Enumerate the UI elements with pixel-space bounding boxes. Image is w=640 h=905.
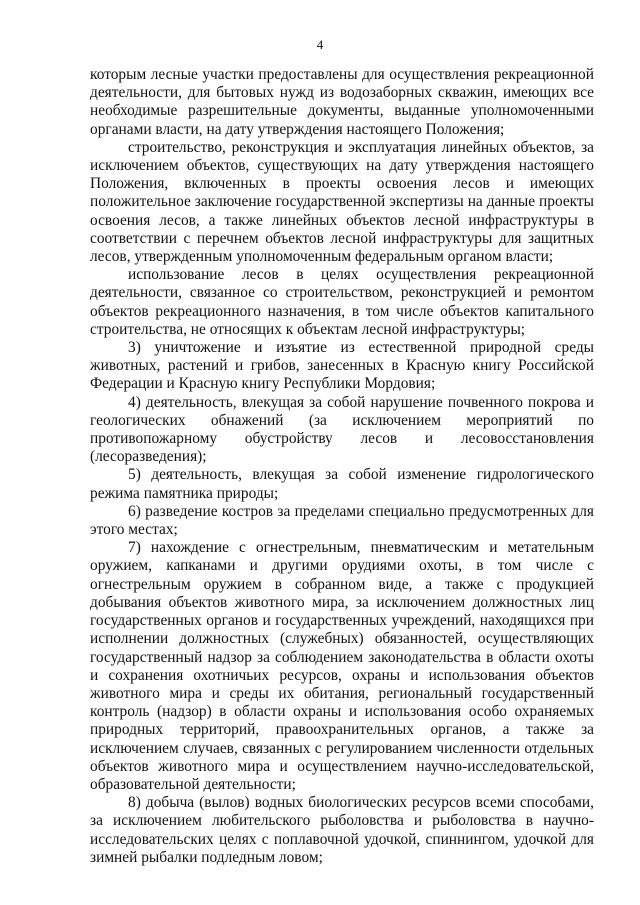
paragraph-continuation: которым лесные участки предоставлены для осуществления рекреационной деятельности, для бытовых нужд из водозаборных скважин, имеющих все необходимые разрешительные документы, выданные уполномоченными органами власти, на дату утверждения настоящего Положения;: [90, 66, 594, 138]
paragraph-item-7: 7) нахождение с огнестрельным, пневматическим и метательным оружием, капканами и другими орудиями охоты, в том числе с огнестрельным оружием в собранном виде, а также с продукцией добывания объектов животного мира, за исключением должностных лиц государственных органов и государственных учреждений, находящихся при исполнении должностных (служебных) обязанностей, осуществляющих государственный надзор за соблюдением законодательства в области охоты и сохранения охотничьих ресурсов, охраны и использования объектов животного мира и среды их обитания, региональный государственный контроль (надзор) в области охраны и использования особо охраняемых природных территорий, правоохранительных органов, а также за исключением случаев, связанных с регулированием численности отдельных объектов животного мира и осуществлением научно-исследовательской, образовательной деятельности;: [90, 539, 594, 793]
paragraph-linear-objects: строительство, реконструкция и эксплуатация линейных объектов, за исключением объектов, существующих на дату утверждения настоящего Положения, включенных в проекты освоения лесов и имеющих положительное заключение государственной экспертизы на данные проекты освоения лесов, а также линейных объектов лесной инфраструктуры в соответствии с перечнем объектов лесной инфраструктуры для защитных лесов, утвержденным уполномоченным федеральным органом власти;: [90, 138, 594, 266]
document-body: [90, 66, 594, 867]
page-number: 4: [316, 37, 324, 52]
paragraph-recreational-use: использование лесов в целях осуществления рекреационной деятельности, связанное со строительством, реконструкцией и ремонтом объектов рекреационного назначения, в том числе объектов капитального строительства, не относящих к объектам лесной инфраструктуры;: [90, 266, 594, 338]
paragraph-item-5: 5) деятельность, влекущая за собой изменение гидрологического режима памятника природы;: [90, 466, 594, 502]
paragraph-item-4: 4) деятельность, влекущая за собой нарушение почвенного покрова и геологических обнажений (за исключением мероприятий по противопожарному обустройству лесов и лесовосстановления (лесоразведения);: [90, 393, 594, 466]
paragraph-item-8: 8) добыча (вылов) водных биологических ресурсов всеми способами, за исключением любительского рыболовства и рыболовства в научно-исследовательских целях с поплавочной удочкой, спиннингом, удочкой для зимней рыбалки подледным ловом;: [90, 794, 594, 866]
paragraph-item-3: 3) уничтожение и изъятие из естественной природной среды животных, растений и грибов, занесенных в Красную книгу Российской Федерации и Красную книгу Республики Мордовия;: [90, 339, 594, 393]
paragraph-item-6: 6) разведение костров за пределами специально предусмотренных для этого местах;: [90, 502, 594, 539]
